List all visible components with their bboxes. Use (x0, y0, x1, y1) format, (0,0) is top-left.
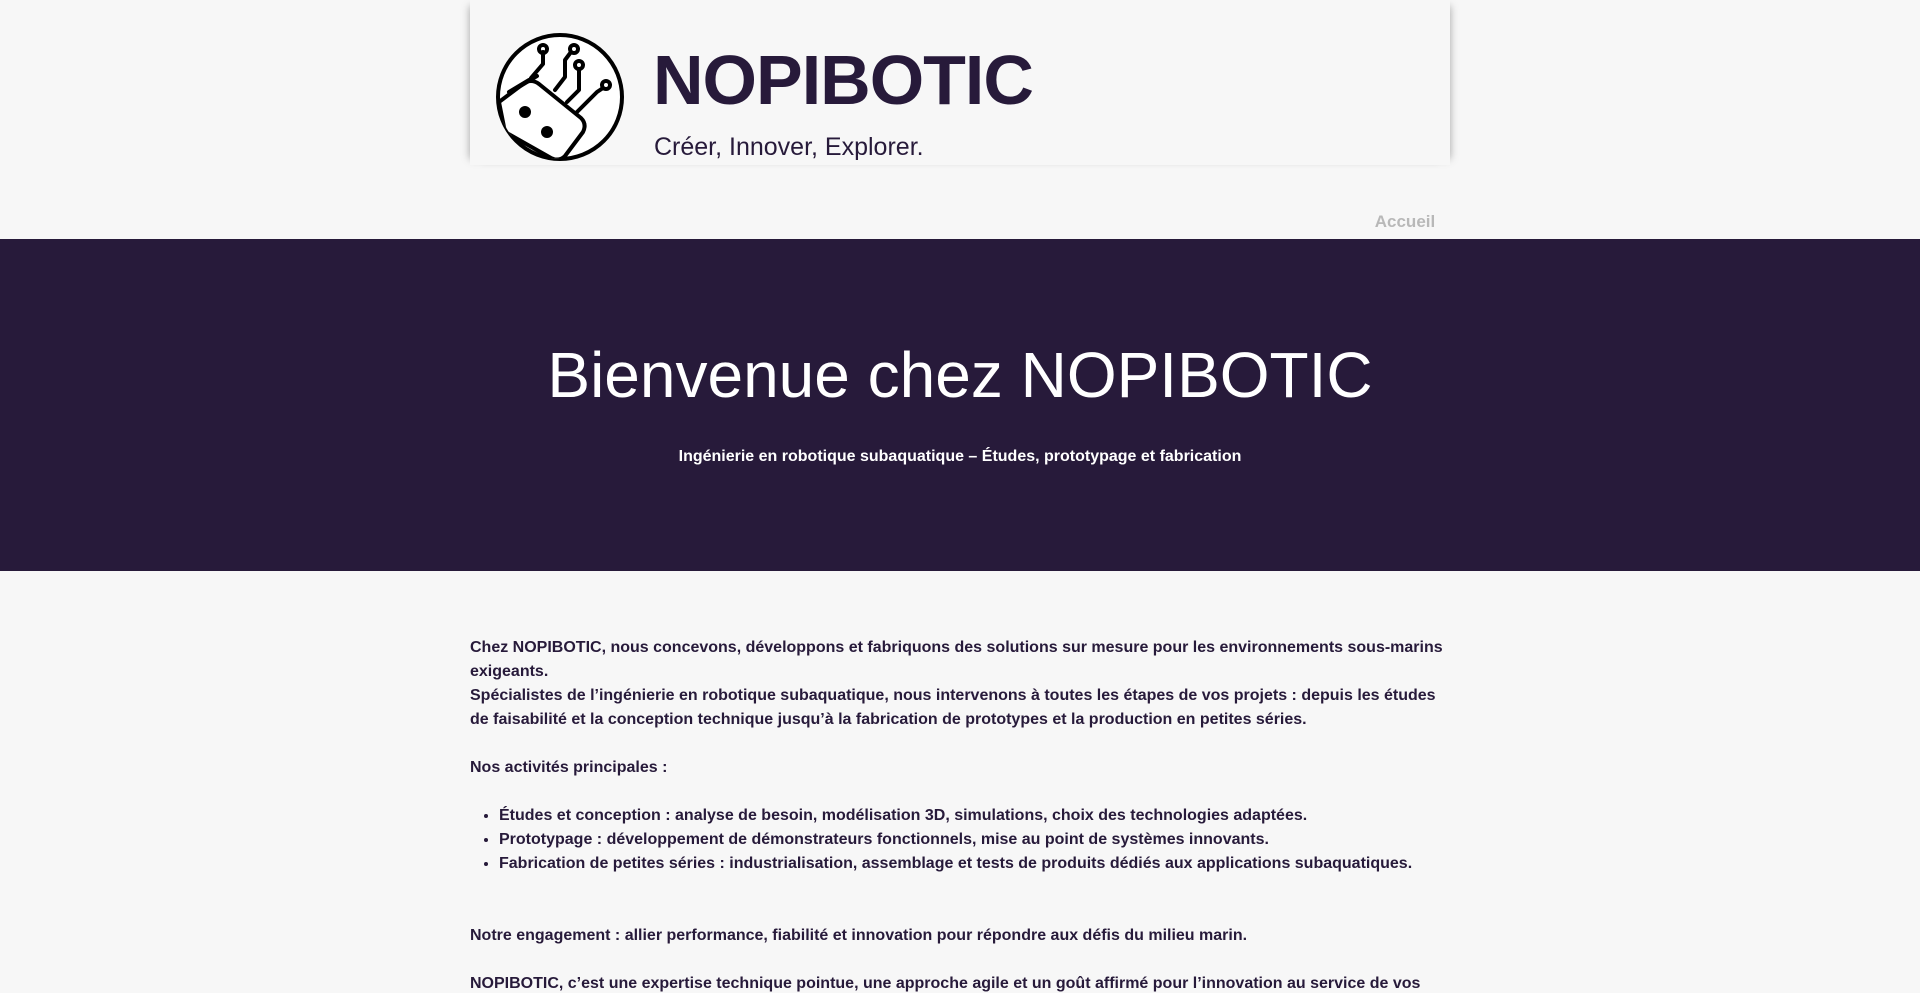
hero-banner (0, 239, 1920, 571)
main-nav (1370, 212, 1440, 232)
spacer (470, 876, 1450, 900)
brand-title[interactable]: NOPIBOTIC (653, 41, 1033, 119)
robot-circuit-icon[interactable] (495, 32, 625, 162)
hero-title: Bienvenue chez NOPIBOTIC (547, 339, 1373, 411)
list-item: • Prototypage : développement de démonstrateurs fonctionnels, mise au point de systèmes innovants. (499, 828, 1450, 852)
site-header (0, 0, 1920, 239)
hero-subtitle: Ingénierie en robotique subaquatique – Études, prototypage et fabrication (678, 448, 1242, 465)
brand-tagline: Créer, Innover, Explorer. (654, 133, 924, 161)
nav-item-accueil[interactable]: Accueil (1374, 212, 1436, 231)
list-item: • Études et conception : analyse de besoin, modélisation 3D, simulations, choix des technologies adaptées. (499, 804, 1450, 828)
spacer (470, 900, 1450, 924)
intro-paragraph-1: Chez NOPIBOTIC, nous concevons, développons et fabriquons des solutions sur mesure pour les environnements sous-marins exigeants. (470, 639, 1443, 680)
spacer (470, 780, 1450, 804)
engagement-paragraph: Notre engagement : allier performance, fiabilité et innovation pour répondre aux défis du milieu marin. (470, 927, 1248, 944)
activities-list (470, 804, 1450, 876)
list-item: • Fabrication de petites séries : industrialisation, assemblage et tests de produits dédiés aux applications subaquatiques. (499, 852, 1450, 876)
intro-paragraph-2: Spécialistes de l’ingénierie en robotique subaquatique, nous intervenons à toutes les étapes de vos projets : depuis les études de faisabilité et la conception technique jusqu’à la fabrication de prototypes et la production en petites séries. (470, 687, 1436, 728)
main-content (470, 636, 1450, 993)
activities-heading: Nos activités principales : (470, 759, 668, 776)
spacer (470, 732, 1450, 756)
spacer (470, 948, 1450, 972)
closing-paragraph: NOPIBOTIC, c’est une expertise technique pointue, une approche agile et un goût affirmé pour l’innovation au service de vos (470, 975, 1421, 992)
